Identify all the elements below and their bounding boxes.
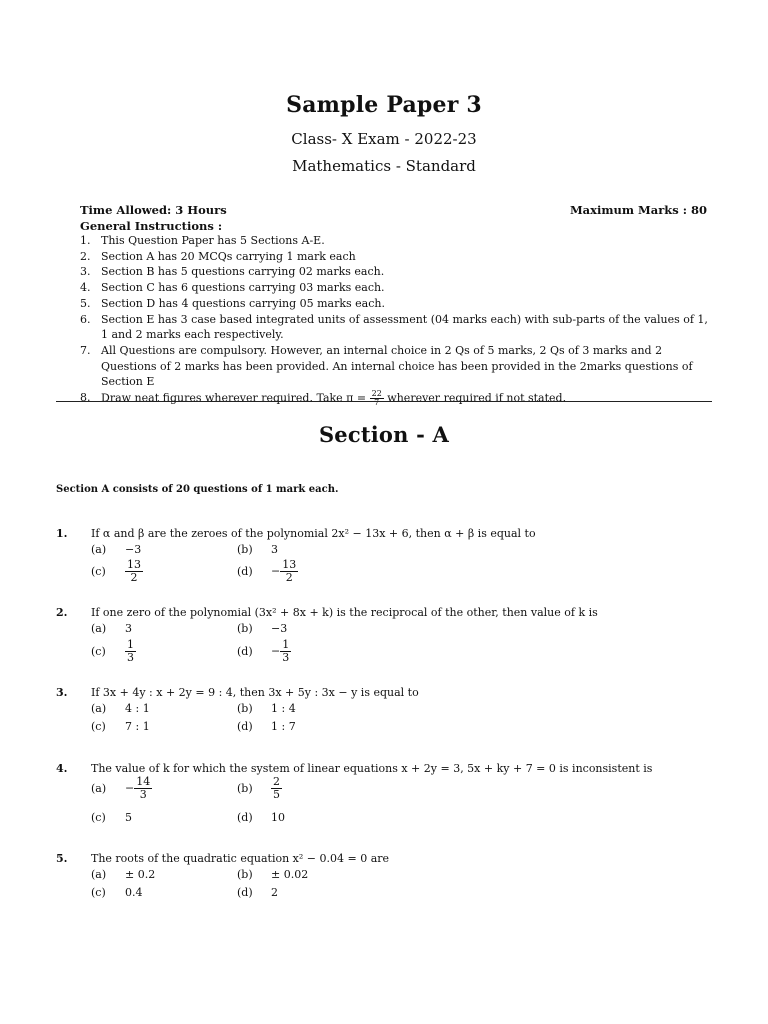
- subject-line: Mathematics - Standard: [292, 157, 476, 175]
- general-instructions-label: General Instructions :: [80, 219, 223, 233]
- instruction-item: 8. Draw neat figures wherever required. Take π = $\frac{22}{7}$ wherever required if not stated.: [80, 389, 567, 408]
- time-allowed: Time Allowed: 3 Hours: [80, 203, 227, 217]
- question-text: If one zero of the polynomial (3x² + 8x + k) is the reciprocal of the other, then value of k is: [91, 606, 598, 619]
- option-b: (b) $\frac{2}{5}$: [237, 775, 280, 801]
- section-note: Section A consists of 20 questions of 1 mark each.: [56, 484, 339, 495]
- question-text: The value of k for which the system of linear equations x + 2y = 3, 5x + ky + 7 = 0 is inconsistent is: [91, 762, 653, 775]
- option-a: (a) 4 : 1: [91, 702, 150, 715]
- fraction: $\frac{14}{3}$: [136, 775, 151, 801]
- fraction: $\frac{2}{5}$: [273, 775, 280, 801]
- option-a: (a) − $\frac{14}{3}$: [91, 775, 151, 801]
- instructions-list: [80, 233, 712, 407]
- section-title: Section - A: [318, 422, 450, 447]
- instruction-item: 5. Section D has 4 questions carrying 05 marks each.: [80, 296, 385, 310]
- maximum-marks: Maximum Marks : 80: [569, 203, 707, 217]
- option-d: (d) 2: [237, 886, 278, 899]
- option-d: (d) 10: [237, 811, 285, 824]
- question-number: 2.: [56, 606, 68, 619]
- fraction: $\frac{1}{3}$: [127, 638, 134, 664]
- option-a: (a) −3: [91, 543, 142, 556]
- option-c: (c) 0.4: [91, 886, 143, 899]
- option-c: (c) 5: [91, 811, 132, 824]
- option-a: (a) ± 0.2: [91, 868, 156, 881]
- option-c: (c) $\frac{13}{2}$: [91, 558, 141, 584]
- question-number: 1.: [56, 527, 68, 540]
- option-b: (b) −3: [237, 622, 288, 635]
- option-d: (d) 1 : 7: [237, 720, 296, 733]
- fraction: $\frac{13}{2}$: [127, 558, 141, 584]
- paper-title: Sample Paper 3: [286, 92, 482, 118]
- section-divider: [56, 401, 712, 402]
- question-number: 4.: [56, 762, 68, 775]
- instruction-item: 7. All Questions are compulsory. However, an internal choice in 2 Qs of 5 marks, 2 Qs of 3 marks and 2 Questions of 2 marks has been provided. An internal choice has been provided in the 2marks questions of Section E: [80, 343, 693, 389]
- instruction-item: 4. Section C has 6 questions carrying 03 marks each.: [80, 281, 385, 295]
- option-b: (b) 3: [237, 543, 278, 556]
- exam-meta-row: [80, 203, 707, 217]
- instruction-item: 6. Section E has 3 case based integrated units of assessment (04 marks each) with sub-parts of the values of 1, 1 and 2 marks each respectively.: [80, 312, 708, 342]
- instruction-item: 1. This Question Paper has 5 Sections A-E.: [80, 234, 325, 247]
- instruction-item: 2. Section A has 20 MCQs carrying 1 mark each: [80, 249, 356, 263]
- option-b: (b) ± 0.02: [237, 868, 309, 881]
- option-b: (b) 1 : 4: [237, 702, 296, 715]
- question-text: The roots of the quadratic equation x² − 0.04 = 0 are: [91, 852, 390, 865]
- option-d: (d) − $\frac{1}{3}$: [237, 638, 290, 664]
- option-c: (c) 7 : 1: [91, 720, 150, 733]
- question-number: 3.: [56, 686, 68, 699]
- question-text: If α and β are the zeroes of the polynomial 2x² − 13x + 6, then α + β is equal to: [91, 527, 536, 540]
- instruction-item: 3. Section B has 5 questions carrying 02 marks each.: [80, 265, 385, 279]
- pi-fraction: $\frac{22}{7}$: [371, 389, 382, 408]
- option-c: (c) $\frac{1}{3}$: [91, 638, 134, 664]
- class-line: Class- X Exam - 2022-23: [291, 130, 477, 148]
- option-a: (a) 3: [91, 622, 132, 635]
- question-text: If 3x + 4y : x + 2y = 9 : 4, then 3x + 5y : 3x − y is equal to: [91, 686, 419, 699]
- fraction: $\frac{1}{3}$: [282, 638, 290, 664]
- question-number: 5.: [56, 852, 68, 865]
- fraction: $\frac{13}{2}$: [282, 558, 297, 584]
- option-d: (d) − $\frac{13}{2}$: [237, 558, 297, 584]
